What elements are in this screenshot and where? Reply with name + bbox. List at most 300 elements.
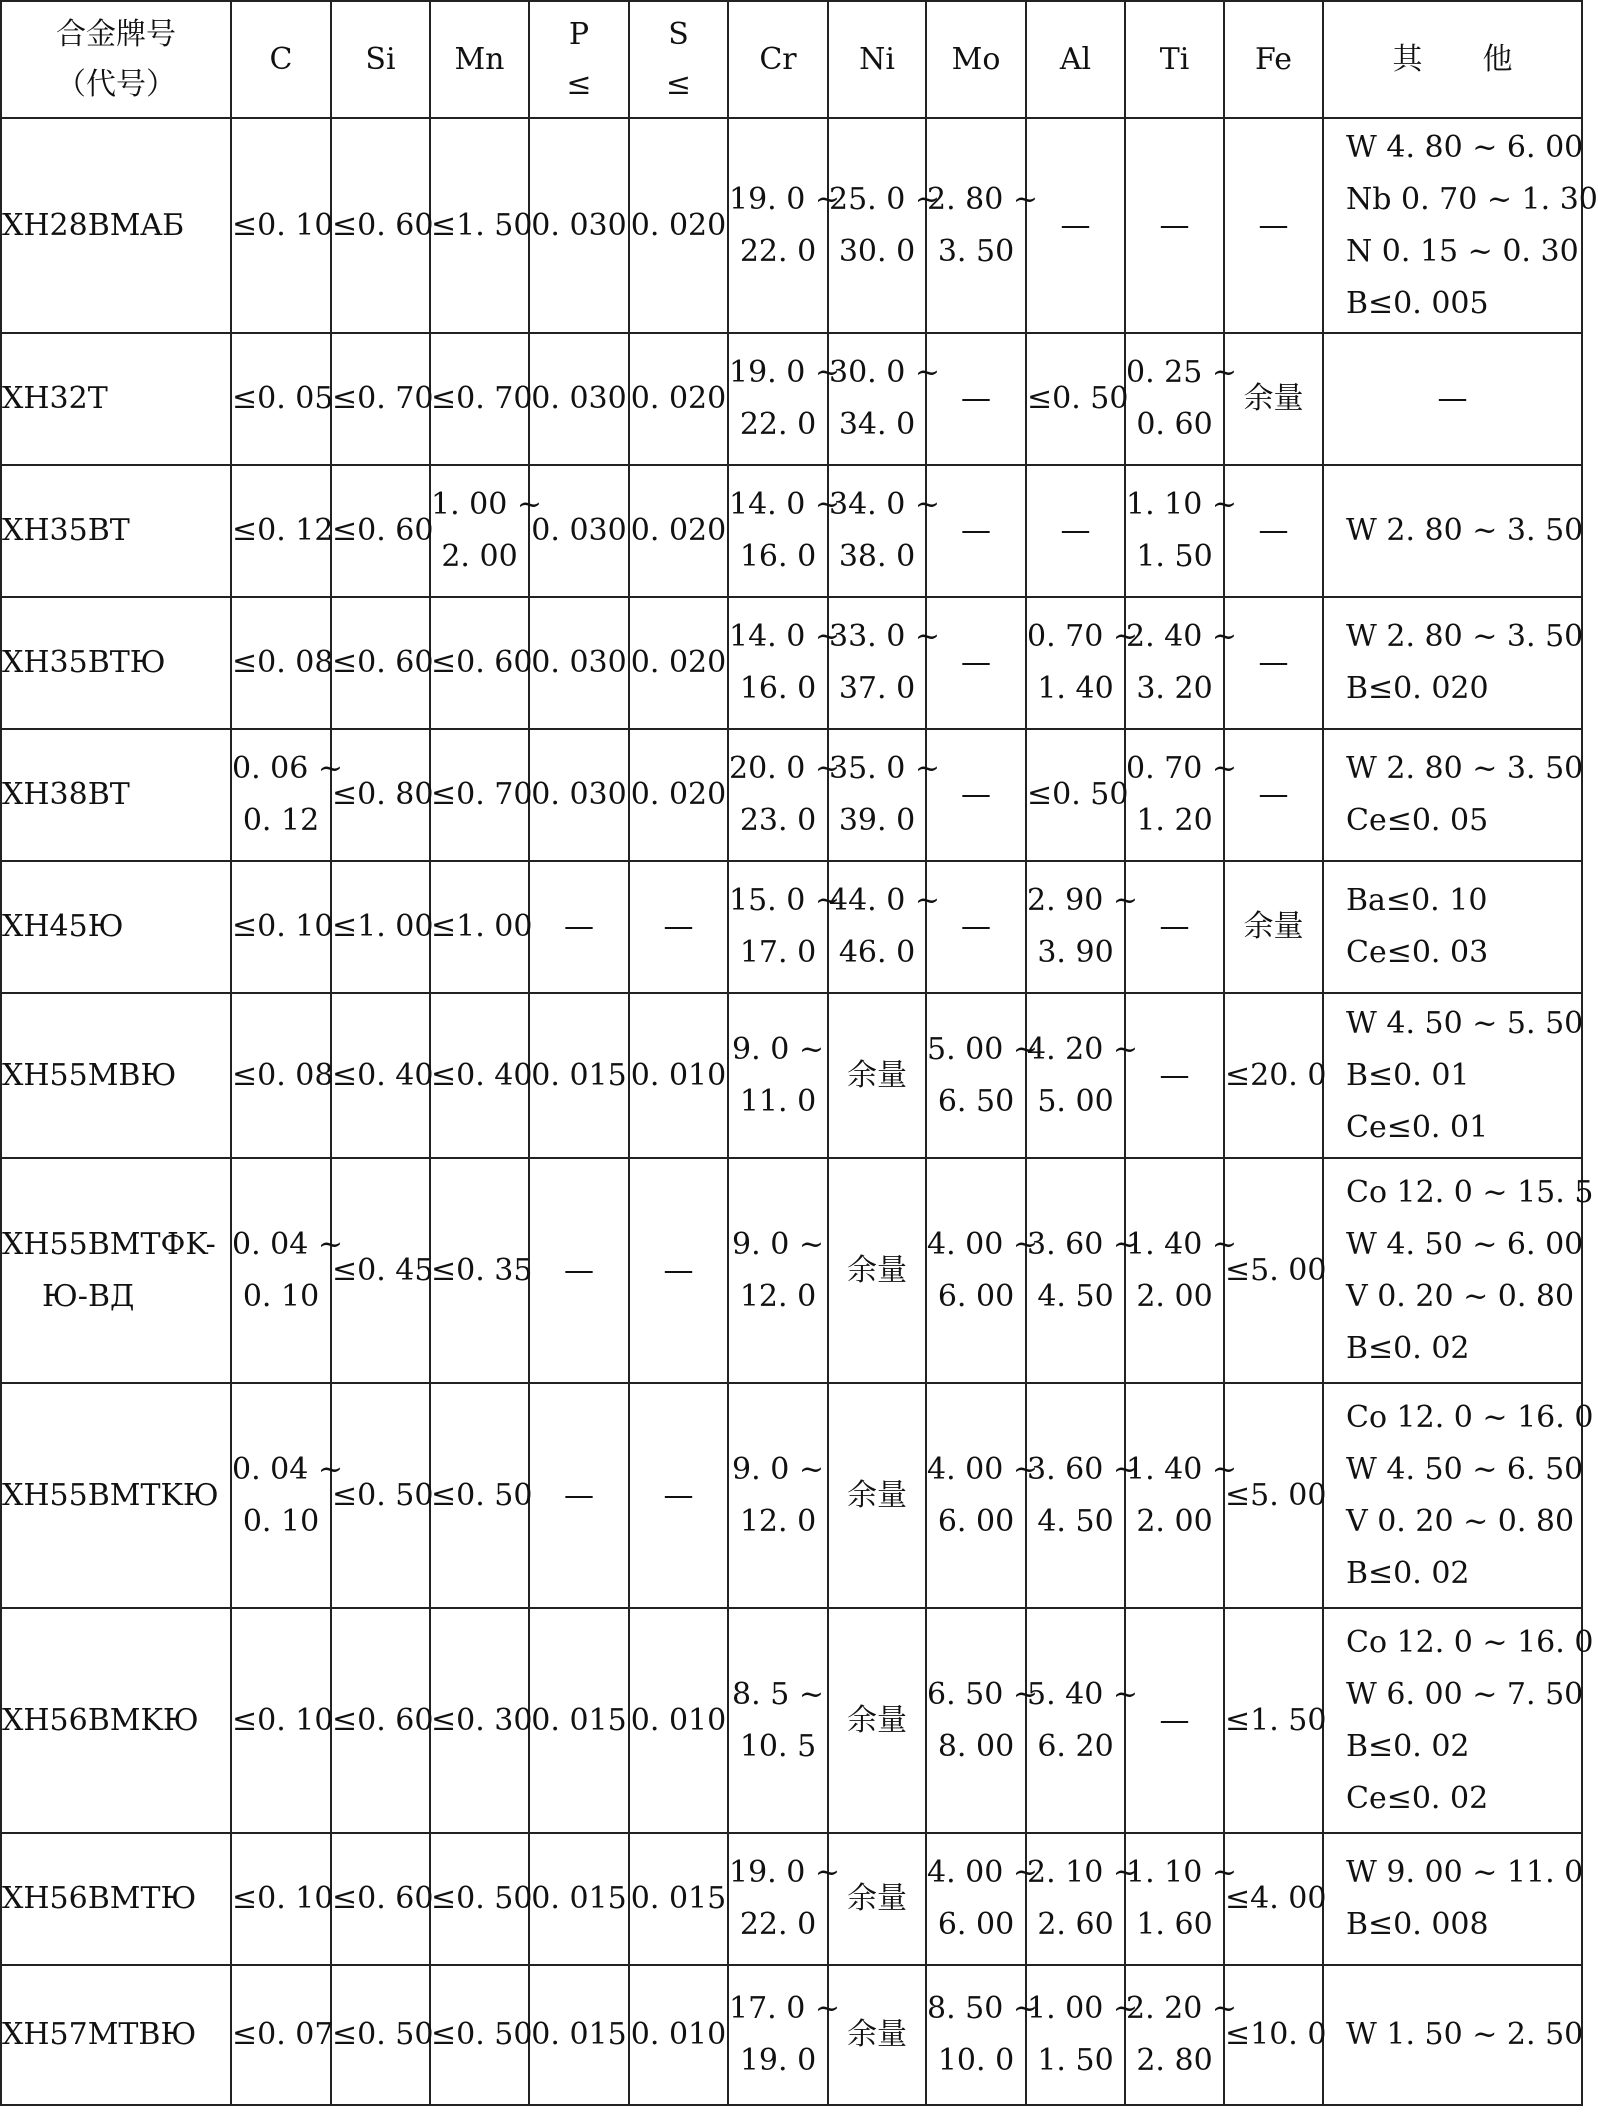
fe-cell bbox=[1224, 465, 1323, 597]
cell-line: XH55MBЮ bbox=[2, 1057, 177, 1093]
cell-line: — bbox=[1258, 777, 1289, 812]
fe-cell bbox=[1224, 1965, 1327, 2105]
cell-line: V 0. 20 ~ 0. 80 bbox=[1346, 1503, 1575, 1539]
ti-cell bbox=[1125, 861, 1224, 993]
s-cell bbox=[629, 118, 728, 333]
cell-line: 10. 0 bbox=[937, 2043, 1015, 2078]
c-cell bbox=[231, 993, 334, 1158]
cell-line: ≤1. 00 bbox=[332, 909, 434, 944]
cell-line: 0. 70 ~ bbox=[1027, 619, 1139, 654]
mn-cell bbox=[430, 1608, 533, 1833]
cell-line: 3. 90 bbox=[1037, 935, 1114, 970]
cell-line: 0. 030 bbox=[531, 777, 627, 812]
c-cell bbox=[231, 465, 334, 597]
cell-line: ≤0. 70 bbox=[431, 381, 533, 416]
cell-line: W 2. 80 ~ 3. 50 bbox=[1346, 513, 1584, 548]
cell-line: ≤1. 50 bbox=[1225, 1702, 1327, 1738]
cell-line: 22. 0 bbox=[739, 233, 817, 269]
cell-line: 余量 bbox=[1243, 909, 1304, 944]
ti-cell bbox=[1125, 1383, 1238, 1608]
cell-line: 19. 0 ~ bbox=[729, 1855, 841, 1890]
cell-line: 0. 020 bbox=[630, 381, 727, 416]
si-cell bbox=[331, 729, 434, 861]
cell-line: 2. 00 bbox=[441, 539, 518, 574]
cell-line: XH38BT bbox=[2, 777, 130, 812]
column-header-ti bbox=[1125, 1, 1224, 118]
column-header-p bbox=[529, 1, 629, 118]
cell-line: 0. 015 bbox=[531, 2017, 627, 2052]
cell-line: ≤1. 50 bbox=[431, 207, 533, 243]
cell-line: — bbox=[961, 777, 991, 812]
mn-cell bbox=[430, 1383, 533, 1608]
p-cell bbox=[529, 993, 629, 1158]
cell-line: 0. 10 bbox=[242, 1503, 320, 1539]
grade-cell bbox=[1, 118, 231, 333]
cell-line: 6. 00 bbox=[937, 1278, 1015, 1314]
c-cell bbox=[231, 1158, 344, 1383]
mo-cell bbox=[926, 861, 1026, 993]
ti-cell bbox=[1125, 1965, 1238, 2105]
cr-cell bbox=[728, 993, 828, 1158]
p-cell bbox=[529, 1965, 629, 2105]
cell-line: 11. 0 bbox=[739, 1083, 817, 1119]
cell-line: XH55BMTФK- bbox=[2, 1226, 216, 1262]
cell-line: 4. 20 ~ bbox=[1027, 1031, 1139, 1067]
cell-line: W 6. 00 ~ 7. 50 bbox=[1346, 1676, 1584, 1712]
al-cell bbox=[1026, 597, 1139, 729]
table-row bbox=[1, 861, 1582, 993]
ni-cell bbox=[828, 1608, 926, 1833]
mo-cell bbox=[926, 1833, 1039, 1965]
cell-line: 9. 0 ~ bbox=[732, 1226, 824, 1262]
cell-line: Ti bbox=[1159, 41, 1190, 77]
cell-line: W 2. 80 ~ 3. 50 bbox=[1346, 619, 1584, 654]
cell-line: 4. 00 ~ bbox=[927, 1226, 1039, 1262]
cell-line: ≤1. 00 bbox=[431, 909, 533, 944]
other-cell bbox=[1323, 861, 1582, 993]
c-cell bbox=[231, 861, 334, 993]
table-row bbox=[1, 729, 1582, 861]
al-cell bbox=[1026, 993, 1139, 1158]
cell-line: 16. 0 bbox=[739, 671, 817, 706]
cell-line: W 1. 50 ~ 2. 50 bbox=[1346, 2017, 1584, 2052]
other-cell bbox=[1323, 465, 1582, 597]
cell-line: P bbox=[568, 16, 590, 52]
other-cell bbox=[1323, 1965, 1582, 2105]
cell-line: 6. 50 ~ bbox=[927, 1676, 1039, 1712]
cell-line: 4. 00 ~ bbox=[927, 1855, 1039, 1890]
cell-line: — bbox=[1159, 1702, 1190, 1738]
cell-line: 2. 80 bbox=[1136, 2043, 1213, 2078]
table-row bbox=[1, 1158, 1582, 1383]
cell-line: 17. 0 bbox=[739, 935, 817, 970]
cell-line: — bbox=[1258, 207, 1289, 243]
cell-line: ≤0. 60 bbox=[332, 1702, 434, 1738]
table-row bbox=[1, 1965, 1582, 2105]
column-header-mn bbox=[430, 1, 529, 118]
cell-line: 6. 50 bbox=[937, 1083, 1015, 1119]
cell-line: 1. 40 bbox=[1037, 671, 1114, 706]
mn-cell bbox=[430, 465, 543, 597]
cell-line: 5. 00 ~ bbox=[927, 1031, 1039, 1067]
mo-cell bbox=[926, 1383, 1039, 1608]
other-cell bbox=[1323, 333, 1582, 465]
cell-line: XH35BTЮ bbox=[2, 645, 166, 680]
cell-line: V 0. 20 ~ 0. 80 bbox=[1346, 1278, 1575, 1314]
table-row bbox=[1, 597, 1582, 729]
si-cell bbox=[331, 597, 434, 729]
grade-cell bbox=[1, 1158, 231, 1383]
grade-cell bbox=[1, 993, 231, 1158]
cell-line: — bbox=[961, 645, 991, 680]
cr-cell bbox=[728, 729, 841, 861]
cell-line: Co 12. 0 ~ 16. 0 bbox=[1346, 1399, 1594, 1435]
s-cell bbox=[629, 1833, 728, 1965]
cell-line: 19. 0 ~ bbox=[729, 181, 841, 217]
cell-line: ≤10. 0 bbox=[1225, 2017, 1327, 2052]
other-cell bbox=[1323, 729, 1582, 861]
cr-cell bbox=[728, 1383, 828, 1608]
ni-cell bbox=[828, 597, 941, 729]
cell-line: ≤4. 00 bbox=[1225, 1881, 1327, 1916]
column-header-s bbox=[629, 1, 728, 118]
column-header-cr bbox=[728, 1, 828, 118]
cell-line: Nb 0. 70 ~ 1. 30 bbox=[1346, 181, 1598, 217]
cell-line: 1. 00 ~ bbox=[1027, 1991, 1139, 2026]
grade-cell bbox=[1, 597, 231, 729]
cell-line: 0. 030 bbox=[531, 513, 627, 548]
cell-line: ≤0. 40 bbox=[332, 1057, 434, 1093]
ni-cell bbox=[828, 861, 941, 993]
cell-line: ≤0. 50 bbox=[431, 1881, 533, 1916]
mo-cell bbox=[926, 465, 1026, 597]
ti-cell bbox=[1125, 597, 1238, 729]
mn-cell bbox=[430, 1158, 533, 1383]
cell-line: 3. 60 ~ bbox=[1027, 1226, 1139, 1262]
s-cell bbox=[629, 861, 728, 993]
cell-line: ≤0. 50 bbox=[332, 2017, 434, 2052]
cell-line: 4. 00 ~ bbox=[927, 1451, 1039, 1487]
cell-line: 14. 0 ~ bbox=[729, 487, 841, 522]
s-cell bbox=[629, 465, 728, 597]
cr-cell bbox=[728, 1833, 841, 1965]
cell-line: ≤0. 60 bbox=[332, 513, 434, 548]
cell-line: 2. 40 ~ bbox=[1126, 619, 1238, 654]
cell-line: 1. 10 ~ bbox=[1126, 487, 1238, 522]
column-header-fe bbox=[1224, 1, 1323, 118]
mn-cell bbox=[430, 1833, 533, 1965]
cell-line: 9. 0 ~ bbox=[732, 1451, 824, 1487]
al-cell bbox=[1026, 1608, 1139, 1833]
cell-line: B≤0. 005 bbox=[1346, 285, 1489, 321]
si-cell bbox=[331, 1158, 434, 1383]
cell-line: 0. 25 ~ bbox=[1126, 355, 1238, 390]
grade-cell bbox=[1, 1383, 231, 1608]
cell-line: — bbox=[961, 513, 991, 548]
cell-line: 1. 00 ~ bbox=[431, 487, 543, 522]
si-cell bbox=[331, 1608, 434, 1833]
c-cell bbox=[231, 1383, 344, 1608]
si-cell bbox=[331, 333, 434, 465]
s-cell bbox=[629, 597, 728, 729]
other-cell bbox=[1323, 993, 1582, 1158]
cell-line: Si bbox=[365, 41, 396, 77]
column-header-other bbox=[1323, 1, 1582, 118]
mo-cell bbox=[926, 597, 1026, 729]
cell-line: — bbox=[1437, 381, 1468, 416]
cell-line: 0. 020 bbox=[630, 645, 727, 680]
column-header-ni bbox=[828, 1, 926, 118]
cell-line: ≤0. 70 bbox=[431, 777, 533, 812]
cell-line: 2. 20 ~ bbox=[1126, 1991, 1238, 2026]
cell-line: ≤0. 50 bbox=[1027, 381, 1129, 416]
cell-line: W 4. 50 ~ 6. 00 bbox=[1346, 1226, 1584, 1262]
ni-cell bbox=[828, 993, 926, 1158]
cell-line: — bbox=[1060, 207, 1091, 243]
cell-line: 1. 50 bbox=[1037, 2043, 1114, 2078]
cell-line: — bbox=[663, 1477, 694, 1513]
cell-line: — bbox=[564, 909, 594, 944]
cell-line: 2. 00 bbox=[1136, 1503, 1213, 1539]
table-row bbox=[1, 1383, 1582, 1608]
table-row bbox=[1, 465, 1582, 597]
cell-line: ≤0. 10 bbox=[232, 1881, 334, 1916]
cell-line: 0. 030 bbox=[531, 207, 627, 243]
cell-line: 16. 0 bbox=[739, 539, 817, 574]
ni-cell bbox=[828, 729, 941, 861]
cell-line: B≤0. 02 bbox=[1346, 1728, 1470, 1764]
c-cell bbox=[231, 1608, 334, 1833]
cell-line: ≤0. 10 bbox=[232, 207, 334, 243]
cr-cell bbox=[728, 1608, 828, 1833]
cell-line: ≤0. 07 bbox=[232, 2017, 334, 2052]
cr-cell bbox=[728, 333, 841, 465]
mn-cell bbox=[430, 333, 533, 465]
cell-line: W 4. 50 ~ 5. 50 bbox=[1346, 1005, 1584, 1041]
s-cell bbox=[629, 1383, 728, 1608]
fe-cell bbox=[1224, 729, 1323, 861]
cell-line: Mo bbox=[951, 41, 1001, 77]
mn-cell bbox=[430, 729, 533, 861]
cell-line: 0. 015 bbox=[630, 1881, 727, 1916]
cell-line: Cr bbox=[759, 41, 797, 77]
al-cell bbox=[1026, 1965, 1139, 2105]
cell-line: W 4. 80 ~ 6. 00 bbox=[1346, 129, 1584, 165]
mo-cell bbox=[926, 333, 1026, 465]
ti-cell bbox=[1125, 993, 1224, 1158]
cell-line: （代号） bbox=[56, 66, 176, 102]
cell-line: 1. 60 bbox=[1136, 1907, 1213, 1942]
cell-line: N 0. 15 ~ 0. 30 bbox=[1346, 233, 1579, 269]
cell-line: ≤0. 05 bbox=[232, 381, 334, 416]
ti-cell bbox=[1125, 118, 1224, 333]
cell-line: — bbox=[1258, 645, 1289, 680]
s-cell bbox=[629, 993, 728, 1158]
mo-cell bbox=[926, 1608, 1039, 1833]
cell-line: ≤0. 08 bbox=[232, 645, 334, 680]
mn-cell bbox=[430, 861, 533, 993]
cell-line: Co 12. 0 ~ 15. 5 bbox=[1346, 1174, 1594, 1210]
p-cell bbox=[529, 597, 629, 729]
cell-line: 0. 010 bbox=[630, 2017, 727, 2052]
cell-line: ≤20. 0 bbox=[1225, 1057, 1327, 1093]
cell-line: 0. 020 bbox=[630, 207, 727, 243]
cr-cell bbox=[728, 118, 841, 333]
cell-line: Ce≤0. 01 bbox=[1346, 1109, 1489, 1145]
column-header-grade bbox=[1, 1, 231, 118]
cell-line: B≤0. 008 bbox=[1346, 1907, 1489, 1942]
table-body bbox=[1, 118, 1598, 2105]
s-cell bbox=[629, 1608, 728, 1833]
cell-line: — bbox=[1159, 1057, 1190, 1093]
si-cell bbox=[331, 118, 434, 333]
cell-line: 9. 0 ~ bbox=[732, 1031, 824, 1067]
cell-line: 6. 20 bbox=[1037, 1728, 1114, 1764]
mn-cell bbox=[430, 597, 533, 729]
other-cell bbox=[1323, 1833, 1582, 1965]
table-row bbox=[1, 993, 1582, 1158]
cell-line: 3. 50 bbox=[937, 233, 1015, 269]
cell-line: 2. 90 ~ bbox=[1027, 883, 1139, 918]
cr-cell bbox=[728, 465, 841, 597]
column-header-c bbox=[231, 1, 331, 118]
cell-line: 30. 0 bbox=[838, 233, 916, 269]
p-cell bbox=[529, 861, 629, 993]
mn-cell bbox=[430, 118, 533, 333]
cell-line: W 9. 00 ~ 11. 0 bbox=[1346, 1855, 1584, 1890]
other-cell bbox=[1323, 1383, 1594, 1608]
p-cell bbox=[529, 1383, 629, 1608]
cell-line: 0. 10 bbox=[242, 1278, 320, 1314]
cell-line: 5. 00 bbox=[1037, 1083, 1114, 1119]
cell-line: XH56BMKЮ bbox=[2, 1702, 199, 1738]
other-cell bbox=[1323, 1158, 1594, 1383]
cell-line: ≤0. 45 bbox=[332, 1252, 434, 1288]
table-header bbox=[1, 1, 1582, 118]
cell-line: 0. 010 bbox=[630, 1057, 727, 1093]
column-header-al bbox=[1026, 1, 1125, 118]
p-cell bbox=[529, 1833, 629, 1965]
cell-line: Co 12. 0 ~ 16. 0 bbox=[1346, 1624, 1594, 1660]
cell-line: — bbox=[1258, 513, 1289, 548]
table-row bbox=[1, 1833, 1582, 1965]
cell-line: 3. 20 bbox=[1136, 671, 1213, 706]
cell-line: 4. 50 bbox=[1037, 1278, 1114, 1314]
fe-cell bbox=[1224, 993, 1327, 1158]
cr-cell bbox=[728, 861, 841, 993]
fe-cell bbox=[1224, 1833, 1327, 1965]
al-cell bbox=[1026, 1383, 1139, 1608]
cell-line: ≤ bbox=[566, 66, 592, 102]
mo-cell bbox=[926, 1158, 1039, 1383]
cell-line: ≤0. 35 bbox=[431, 1252, 533, 1288]
cell-line: 34. 0 ~ bbox=[829, 487, 941, 522]
cell-line: Fe bbox=[1255, 41, 1292, 77]
cell-line: 0. 70 ~ bbox=[1126, 751, 1238, 786]
cell-line: 0. 04 ~ bbox=[232, 1226, 344, 1262]
cell-line: B≤0. 01 bbox=[1346, 1057, 1470, 1093]
cell-line: ≤0. 50 bbox=[431, 1477, 533, 1513]
cell-line: 余量 bbox=[1243, 381, 1304, 416]
cell-line: 0. 015 bbox=[531, 1702, 627, 1738]
cell-line: 2. 80 ~ bbox=[927, 181, 1039, 217]
fe-cell bbox=[1224, 597, 1323, 729]
cell-line: 余量 bbox=[847, 1057, 907, 1093]
ni-cell bbox=[828, 465, 941, 597]
cell-line: 14. 0 ~ bbox=[729, 619, 841, 654]
si-cell bbox=[331, 1383, 434, 1608]
cell-line: 0. 010 bbox=[630, 1702, 727, 1738]
cell-line: 其 他 bbox=[1392, 41, 1513, 77]
column-header-si bbox=[331, 1, 430, 118]
al-cell bbox=[1026, 861, 1139, 993]
cell-line: ≤0. 10 bbox=[232, 909, 334, 944]
grade-cell bbox=[1, 861, 231, 993]
cell-line: 37. 0 bbox=[838, 671, 916, 706]
ti-cell bbox=[1125, 333, 1238, 465]
cell-line: 46. 0 bbox=[838, 935, 916, 970]
cell-line: S bbox=[668, 16, 689, 52]
ni-cell bbox=[828, 118, 941, 333]
cell-line: — bbox=[1159, 909, 1190, 944]
cell-line: ≤0. 70 bbox=[332, 381, 434, 416]
cell-line: Ю-BД bbox=[42, 1278, 135, 1314]
cell-line: XH55BMTKЮ bbox=[2, 1477, 219, 1513]
cell-line: Mn bbox=[454, 41, 505, 77]
cell-line: ≤0. 40 bbox=[431, 1057, 533, 1093]
cell-line: 38. 0 bbox=[838, 539, 916, 574]
cell-line: ≤0. 60 bbox=[431, 645, 533, 680]
fe-cell bbox=[1224, 1158, 1327, 1383]
cell-line: 19. 0 ~ bbox=[729, 355, 841, 390]
cell-line: 33. 0 ~ bbox=[829, 619, 941, 654]
cell-line: 5. 40 ~ bbox=[1027, 1676, 1139, 1712]
cell-line: ≤0. 80 bbox=[332, 777, 434, 812]
cell-line: 余量 bbox=[847, 1477, 907, 1513]
al-cell bbox=[1026, 729, 1129, 861]
cell-line: 余量 bbox=[847, 1252, 907, 1288]
p-cell bbox=[529, 333, 629, 465]
cell-line: 0. 06 ~ bbox=[232, 751, 344, 786]
mo-cell bbox=[926, 729, 1026, 861]
cell-line: 3. 60 ~ bbox=[1027, 1451, 1139, 1487]
al-cell bbox=[1026, 118, 1125, 333]
cell-line: ≤ bbox=[665, 66, 692, 102]
ni-cell bbox=[828, 1158, 926, 1383]
cell-line: 6. 00 bbox=[937, 1503, 1015, 1539]
c-cell bbox=[231, 729, 344, 861]
table-row bbox=[1, 333, 1582, 465]
si-cell bbox=[331, 1965, 434, 2105]
cell-line: ≤0. 60 bbox=[332, 645, 434, 680]
mn-cell bbox=[430, 1965, 533, 2105]
cell-line: 合金牌号 bbox=[56, 16, 176, 52]
c-cell bbox=[231, 597, 334, 729]
cell-line: — bbox=[564, 1477, 594, 1513]
cell-line: Ni bbox=[859, 41, 895, 77]
cell-line: ≤0. 60 bbox=[332, 207, 434, 243]
cell-line: ≤0. 08 bbox=[232, 1057, 334, 1093]
al-cell bbox=[1026, 465, 1125, 597]
p-cell bbox=[529, 465, 629, 597]
al-cell bbox=[1026, 1833, 1139, 1965]
cell-line: XH35BT bbox=[2, 513, 130, 548]
cell-line: 0. 015 bbox=[531, 1881, 627, 1916]
cell-line: 8. 00 bbox=[937, 1728, 1015, 1764]
c-cell bbox=[231, 118, 334, 333]
cell-line: 1. 10 ~ bbox=[1126, 1855, 1238, 1890]
cell-line: Al bbox=[1059, 41, 1092, 77]
